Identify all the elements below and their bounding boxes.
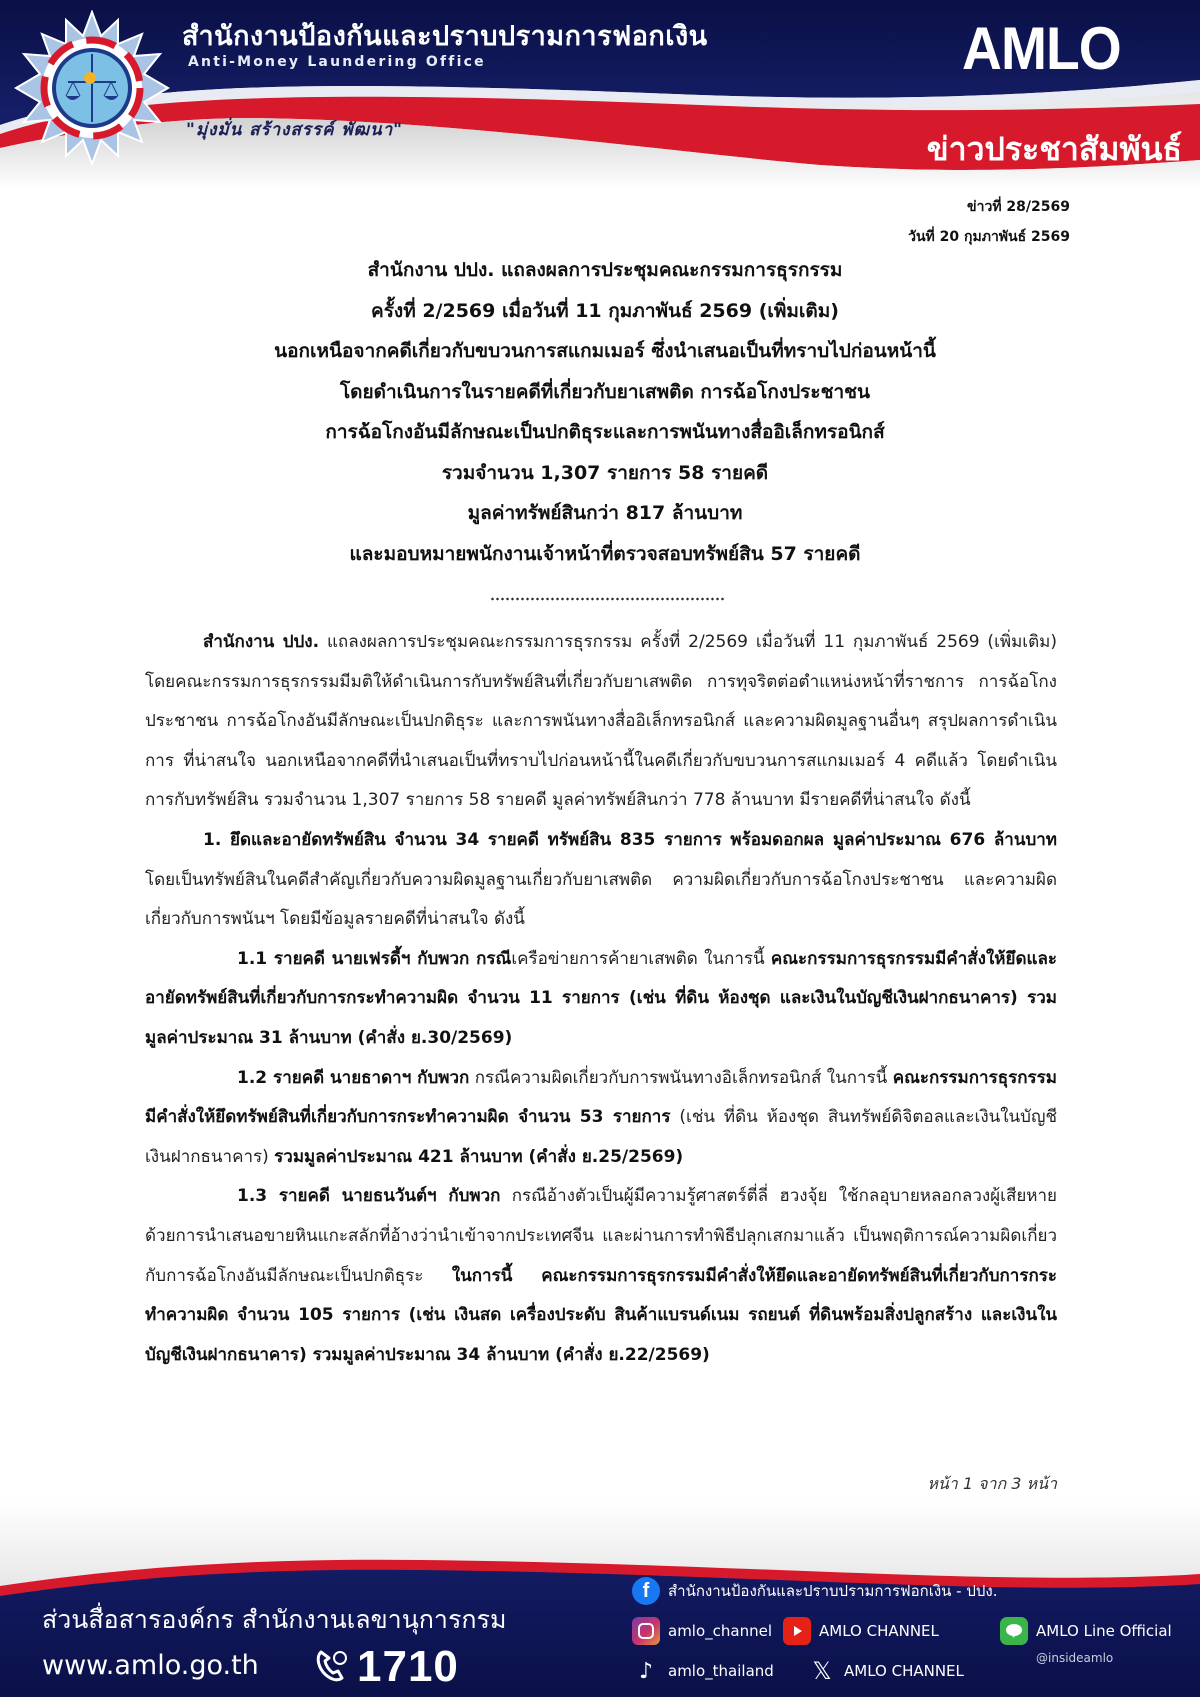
case-1-1-order: คณะกรรมการธุรกรรมมีคำสั่งให้ยึดและอายัดทรัพย์สินที่เกี่ยวกับการกระทำความผิด จำนวน 11 รายการ (เช่น ที่ดิน ห้องชุด และเงินในบัญชีเงินฝากธนาคาร) รวมมูลค่าประมาณ 31 ล้านบาท (คำสั่ง ย.30/2569) <box>145 948 1057 1048</box>
org-name-english: Anti-Money Laundering Office <box>188 54 486 70</box>
title-line: รวมจำนวน 1,307 รายการ 58 รายคดี <box>441 461 769 484</box>
intro-text: แถลงผลการประชุมคณะกรรมการธุรกรรม ครั้งที่ 2/2569 เมื่อวันที่ 11 กุมภาพันธ์ 2569 (เพิ่มเติม) โดยคณะกรรมการธุรกรรมมีมติให้ดำเนินการกับทรัพย์สินที่เกี่ยวกับยาเสพติด การทุจริตต่อตำแหน่งหน้าที่ราชการ การฉ้อโกงประชาชน การฉ้อโกงอันมีลักษณะเป็นปกติธุระ และการพนันทางสื่ออิเล็กทรอนิกส์ และความผิดมูลฐานอื่นๆ สรุปผลการดำเนินการ ที่น่าสนใจ นอกเหนือจากคดีที่นำเสนอเป็นที่ทราบไปก่อนหน้านี้ในคดีเกี่ยวกับขบวนการสแกมเมอร์ 4 คดีแล้ว โดยดำเนินการกับทรัพย์สิน รวมจำนวน 1,307 รายการ 58 รายคดี มูลค่าทรัพย์สินกว่า 778 ล้านบาท มีรายคดีที่น่าสนใจ ดังนี้ <box>145 632 1057 811</box>
title-line: โดยดำเนินการในรายคดีที่เกี่ยวกับยาเสพติด การฉ้อโกงประชาชน <box>339 380 871 403</box>
case-1-1-paragraph <box>145 940 1057 1059</box>
press-release-body <box>145 623 1057 1375</box>
title-line: และมอบหมายพนักงานเจ้าหน้าที่ตรวจสอบทรัพย์สิน 57 รายคดี <box>349 542 861 565</box>
case-1-1-heading: 1.1 รายคดี นายเฟรดี้ฯ กับพวก กรณี <box>237 948 512 969</box>
case-1-3-order: ในการนี้ คณะกรรมการธุรกรรมมีคำสั่งให้ยึดและอายัดทรัพย์สินที่เกี่ยวกับการกระทำความผิด จำนวน 105 รายการ (เช่น เงินสด เครื่องประดับ สินค้าแบรนด์เนม รถยนต์ ที่ดินพร้อมสิ่งปลูกสร้าง และเงินในบัญชีเงินฝากธนาคาร) รวมมูลค่าประมาณ 34 ล้านบาท (คำสั่ง ย.22/2569) <box>145 1265 1058 1365</box>
title-line: ครั้งที่ 2/2569 เมื่อวันที่ 11 กุมภาพันธ์ 2569 (เพิ่มเติม) <box>371 299 839 322</box>
social-youtube[interactable] <box>783 1617 939 1645</box>
letterhead-header <box>0 0 1200 190</box>
phone-icon <box>313 1646 351 1688</box>
hotline[interactable] <box>313 1642 459 1692</box>
title-line: มูลค่าทรัพย์สินกว่า 817 ล้านบาท <box>467 502 743 524</box>
instagram-icon <box>632 1617 660 1645</box>
case-1-2-examples: (เช่น ที่ดิน ห้องชุด สินทรัพย์ดิจิตอลและเงินในบัญชีเงินฝากธนาคาร) <box>145 1107 1057 1167</box>
case-1-2-text: กรณีความผิดเกี่ยวกับการพนันทางอิเล็กทรอนิกส์ ในการนี้ <box>469 1067 893 1088</box>
case-1-2-heading: 1.2 รายคดี นายธาดาฯ กับพวก <box>237 1067 470 1088</box>
tiktok-icon: ♪ <box>638 1658 654 1684</box>
section-1-heading: 1. ยึดและอายัดทรัพย์สิน จำนวน 34 รายคดี ทรัพย์สิน 835 รายการ พร้อมดอกผล มูลค่าประมาณ 676 ล้านบาท <box>203 829 1057 850</box>
page-indicator: หน้า 1 จาก 3 หน้า <box>927 1474 1057 1493</box>
x-label: AMLO CHANNEL <box>844 1662 964 1680</box>
line-label: AMLO Line Official <box>1036 1622 1172 1640</box>
letterhead-footer <box>0 1500 1200 1697</box>
press-release-label: ข่าวประชาสัมพันธ์ <box>926 130 1182 168</box>
case-1-2-order: คณะกรรมการธุรกรรมมีคำสั่งให้ยึดทรัพย์สินที่เกี่ยวกับการกระทำความผิด จำนวน 53 รายการ <box>145 1067 1057 1128</box>
title-line: สำนักงาน ปปง. แถลงผลการประชุมคณะกรรมการธุรกรรม <box>367 259 843 281</box>
release-date: วันที่ 20 กุมภาพันธ์ 2569 <box>908 229 1070 245</box>
dotted-divider <box>490 597 725 601</box>
intro-lead: สำนักงาน ปปง. <box>203 632 320 652</box>
youtube-icon <box>783 1617 811 1645</box>
facebook-icon: f <box>632 1577 660 1605</box>
section-1-text: โดยเป็นทรัพย์สินในคดีสำคัญเกี่ยวกับความผิดมูลฐานเกี่ยวกับยาเสพติด ความผิดเกี่ยวกับการฉ้อโกงประชาชน และความผิดเกี่ยวกับการพนันฯ โดยมีข้อมูลรายคดีที่น่าสนใจ ดังนี้ <box>145 869 1057 930</box>
title-line: การฉ้อโกงอันมีลักษณะเป็นปกติธุระและการพนันทางสื่ออิเล็กทรอนิกส์ <box>325 421 885 443</box>
section-1-paragraph <box>145 821 1057 940</box>
document-meta <box>908 192 1070 252</box>
title-line: นอกเหนือจากคดีเกี่ยวกับขบวนการสแกมเมอร์ ซึ่งนำเสนอเป็นที่ทราบไปก่อนหน้านี้ <box>274 340 936 362</box>
x-icon: 𝕏 <box>812 1657 832 1685</box>
case-1-3-text: กรณีอ้างตัวเป็นผู้มีความรู้ศาสตร์ตี่ลี่ ฮวงจุ้ย ใช้กลอุบายหลอกลวงผู้เสียหาย ด้วยการนำเสนอขายหินแกะสลักที่อ้างว่านำเข้าจากประเทศจีน และผ่านการทำพิธีปลุกเสกมาแล้ว เป็นพฤติการณ์ความผิดเกี่ยวกับการฉ้อโกงอันมีลักษณะเป็นปกติธุระ <box>145 1186 1057 1286</box>
social-line[interactable] <box>1000 1617 1172 1645</box>
case-1-1-text: เครือข่ายการค้ายาเสพติด ในการนี้ <box>511 948 771 969</box>
press-release-title <box>140 250 1070 574</box>
hotline-number: 1710 <box>357 1642 459 1691</box>
case-1-3-heading: 1.3 รายคดี นายธนวันต์ฯ กับพวก <box>237 1186 501 1207</box>
case-1-2-paragraph <box>145 1059 1057 1178</box>
line-icon <box>1000 1617 1028 1645</box>
case-1-2-value: รวมมูลค่าประมาณ 421 ล้านบาท (คำสั่ง ย.25/2569) <box>274 1146 684 1167</box>
website-link[interactable]: www.amlo.go.th <box>42 1650 259 1681</box>
social-tiktok[interactable] <box>632 1657 774 1685</box>
facebook-label: สำนักงานป้องกันและปราบปรามการฟอกเงิน - ปปง. <box>668 1582 998 1600</box>
line-id: @insideamlo <box>1036 1651 1114 1665</box>
social-facebook[interactable] <box>632 1577 998 1605</box>
news-number: ข่าวที่ 28/2569 <box>967 199 1070 215</box>
youtube-label: AMLO CHANNEL <box>819 1622 939 1640</box>
tiktok-label: amlo_thailand <box>668 1662 774 1680</box>
org-motto: "มุ่งมั่น สร้างสรรค์ พัฒนา" <box>186 120 403 140</box>
brand-wordmark: AMLO <box>962 15 1121 82</box>
amlo-emblem-logo <box>14 10 170 166</box>
case-1-3-paragraph <box>145 1177 1057 1375</box>
instagram-label: amlo_channel <box>668 1622 773 1640</box>
org-name-thai: สำนักงานป้องกันและปราบปรามการฟอกเงิน <box>182 21 708 52</box>
social-x[interactable] <box>808 1657 964 1685</box>
social-instagram[interactable] <box>632 1617 772 1645</box>
department-name: ส่วนสื่อสารองค์กร สำนักงานเลขานุการกรม <box>42 1605 507 1634</box>
intro-paragraph <box>145 623 1057 821</box>
